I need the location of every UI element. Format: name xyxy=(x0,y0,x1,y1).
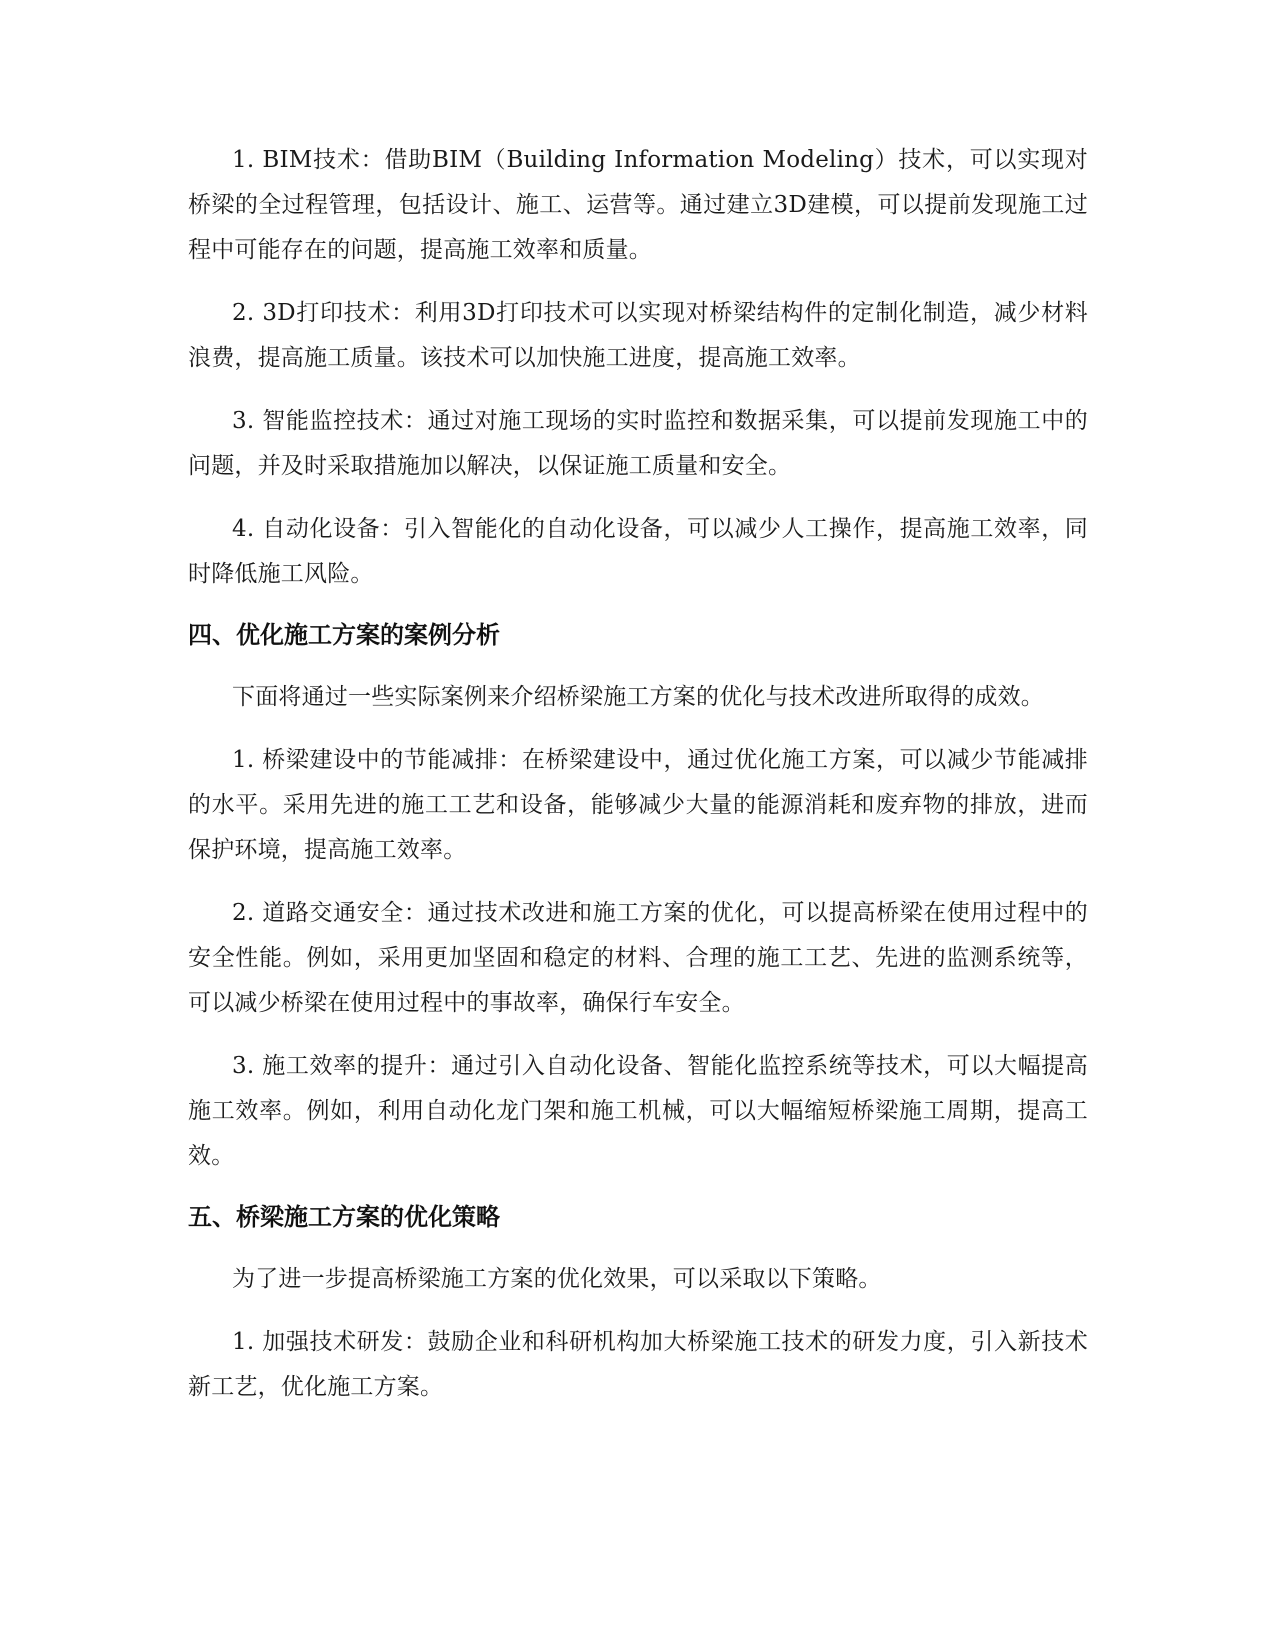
paragraph-energy-saving: 1. 桥梁建设中的节能减排：在桥梁建设中，通过优化施工方案，可以减少节能减排的水平。采用先进的施工工艺和设备，能够减少大量的能源消耗和废弃物的排放，进而保护环境，提高施工效率。 xyxy=(188,747,1088,863)
paragraph-case-intro: 下面将通过一些实际案例来介绍桥梁施工方案的优化与技术改进所取得的成效。 xyxy=(232,684,1044,710)
paragraph-traffic-safety: 2. 道路交通安全：通过技术改进和施工方案的优化，可以提高桥梁在使用过程中的安全性能。例如，采用更加坚固和稳定的材料、合理的施工工艺、先进的监测系统等，可以减少桥梁在使用过程中的事故率，确保行车安全。 xyxy=(188,900,1088,1016)
paragraph-smart-monitoring: 3. 智能监控技术：通过对施工现场的实时监控和数据采集，可以提前发现施工中的问题，并及时采取措施加以解决，以保证施工质量和安全。 xyxy=(188,408,1088,479)
paragraph-automation-equipment: 4. 自动化设备：引入智能化的自动化设备，可以减少人工操作，提高施工效率，同时降低施工风险。 xyxy=(188,516,1088,587)
section-heading-optimization-strategy: 五、桥梁施工方案的优化策略 xyxy=(188,1203,500,1231)
paragraph-tech-research: 1. 加强技术研发：鼓励企业和科研机构加大桥梁施工技术的研发力度，引入新技术新工艺，优化施工方案。 xyxy=(188,1329,1088,1400)
paragraph-3d-printing: 2. 3D打印技术：利用3D打印技术可以实现对桥梁结构件的定制化制造，减少材料浪费，提高施工质量。该技术可以加快施工进度，提高施工效率。 xyxy=(188,300,1088,371)
paragraph-strategy-intro: 为了进一步提高桥梁施工方案的优化效果，可以采取以下策略。 xyxy=(232,1266,882,1292)
document-body xyxy=(188,138,1088,1428)
section-heading-case-analysis: 四、优化施工方案的案例分析 xyxy=(188,621,500,649)
paragraph-efficiency-improvement: 3. 施工效率的提升：通过引入自动化设备、智能化监控系统等技术，可以大幅提高施工效率。例如，利用自动化龙门架和施工机械，可以大幅缩短桥梁施工周期，提高工效。 xyxy=(188,1053,1088,1169)
paragraph-bim-technology: 1. BIM技术：借助BIM（Building Information Modeling）技术，可以实现对桥梁的全过程管理，包括设计、施工、运营等。通过建立3D建模，可以提前发现施工过程中可能存在的问题，提高施工效率和质量。 xyxy=(188,147,1088,263)
